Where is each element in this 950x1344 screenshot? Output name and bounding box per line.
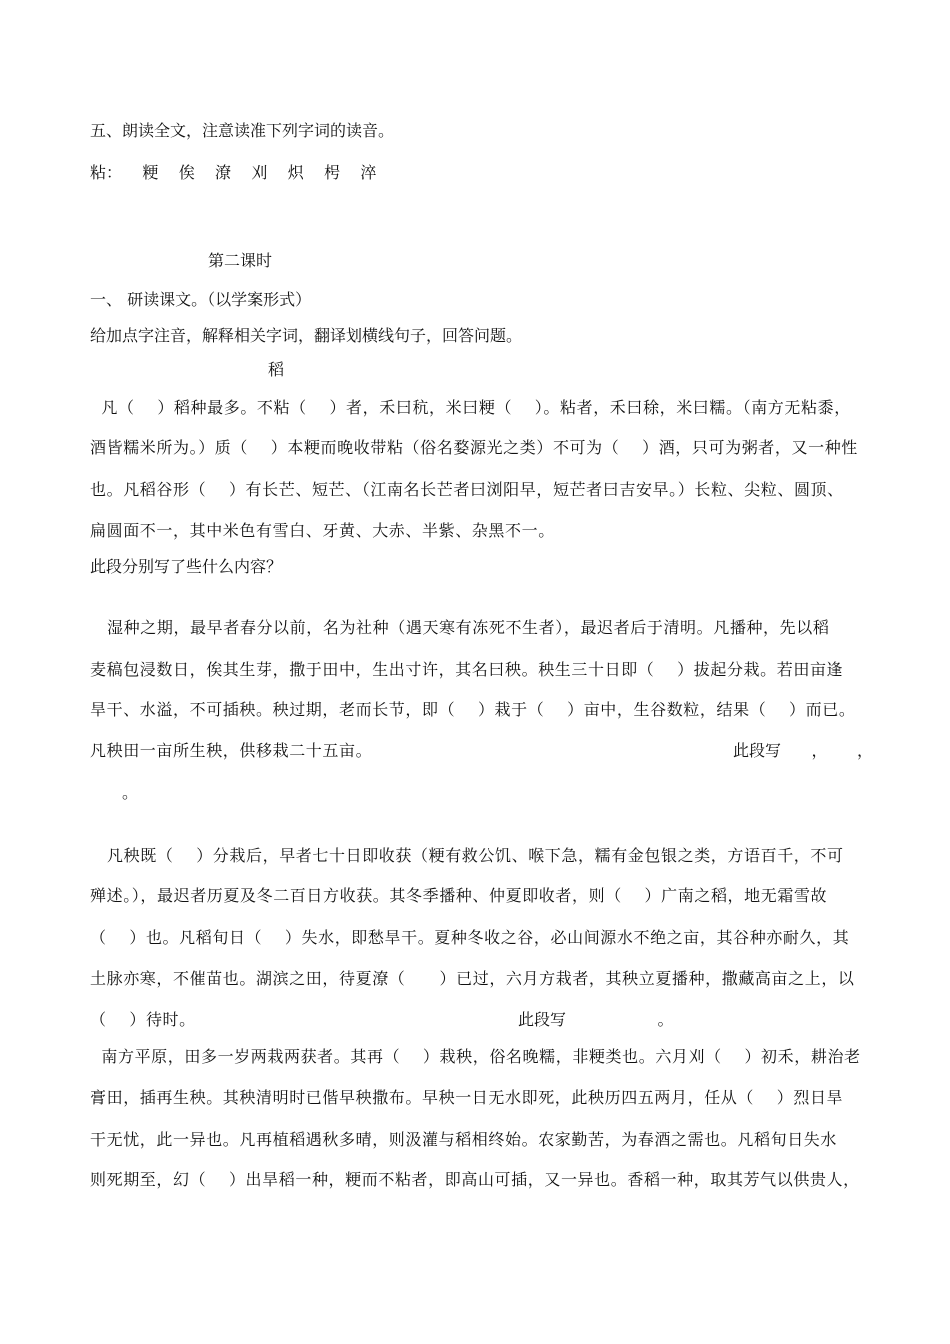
question-2-part-a: 此段写 ， [733,741,828,760]
lesson-title: 第二课时 [208,251,273,270]
instructions: 给加点字注音，解释相关字词，翻译划横线句子，回答问题。 [90,326,523,345]
paragraph-4-line-4: 则死期至，幻（ ）出旱稻一种，粳而不粘者，即高山可插，又一异也。香稻一种，取其芳气以供贵人， [90,1170,860,1189]
paragraph-3-line-5: （ ）待时。 [90,1010,196,1029]
paragraph-1-line-1: 凡（ ）稻种最多。不粘（ ）者，禾曰秔，米曰粳（ ）。粘者，禾曰稌，米曰糯。（南方无粘黍， [90,398,851,417]
paragraph-4-line-1: 南方平原，田多一岁两栽两获者。其再（ ）栽秧，俗名晚糯，非粳类也。六月刈（ ）初禾，耕治老 [90,1047,861,1066]
part-one-heading: 一、 研读课文。（以学案形式） [90,290,312,309]
question-2-part-b: ， [857,741,874,760]
question-1: 此段分别写了些什么内容？ [90,557,283,576]
section-five-heading: 五、朗读全文，注意读准下列字词的读音。 [90,121,395,140]
paragraph-2-line-3: 旱干、水溢，不可插秧。秧过期，老而长节，即（ ）栽于（ ）亩中，生谷数粒，结果（ ）而已。 [90,700,856,719]
paragraph-3-line-2: 殚述。），最迟者历夏及冬二百日方收获。其冬季播种、仲夏即收者，则（ ）广南之稻，地无霜雪故 [90,886,828,905]
paragraph-1-line-2: 酒皆糯米所为。）质（ ）本粳而晚收带粘（俗名婺源光之类）不可为（ ）酒，只可为粥者，又一种性 [90,438,858,457]
paragraph-4-line-2: 膏田，插再生秧。其秧清明时已偕早秧撒布。早秧一日无水即死，此秧历四五两月，任从（ ）烈日旱 [90,1088,844,1107]
paragraph-2-line-2: 麦稿包浸数日，俟其生芽，撒于田中，生出寸许，其名曰秧。秧生三十日即（ ）拔起分栽。若田亩逢 [90,660,844,679]
paragraph-3-line-4: 土脉亦寒，不催苗也。湖滨之田，待夏潦（ ）已过，六月方栽者，其秧立夏播种，撒藏高亩之上，以 [90,969,855,988]
paragraph-1-line-4: 扁圆面不一，其中米色有雪白、牙黄、大赤、半紫、杂黑不一。 [90,521,555,540]
paragraph-3-line-1: 凡秧既（ ）分栽后，早者七十日即收获（粳有救公饥、喉下急，糯有金包银之类，方语百千，不可 [90,846,844,865]
paragraph-4-line-3: 干无忧，此一异也。凡再植稻遇秋多晴，则汲灌与稻相终始。农家勤苦，为春酒之需也。凡稻旬日失水 [90,1130,838,1149]
question-2-part-c: 。 [122,783,139,802]
paragraph-3-line-3: （ ）也。凡稻旬日（ ）失水，即愁旱干。夏种冬收之谷，必山间源水不绝之亩，其谷种亦耐久，其 [90,928,850,947]
paragraph-2-line-4: 凡秧田一亩所生秧，供移栽二十五亩。 [90,741,373,760]
paragraph-1-line-3: 也。凡稻谷形（ ）有长芒、短芒、（江南名长芒者曰浏阳早，短芒者曰吉安早。）长粒、尖粒、圆顶、 [90,480,844,499]
passage-heading: 稻 [268,360,285,379]
pronunciation-words: 粘： 粳 俟 潦 刈 炽 枵 淬 [90,163,377,182]
question-3: 此段写 。 [518,1010,674,1029]
paragraph-2-line-1: 湿种之期，最早者春分以前，名为社种（遇天寒有冻死不生者），最迟者后于清明。凡播种，先以稻 [90,618,830,637]
